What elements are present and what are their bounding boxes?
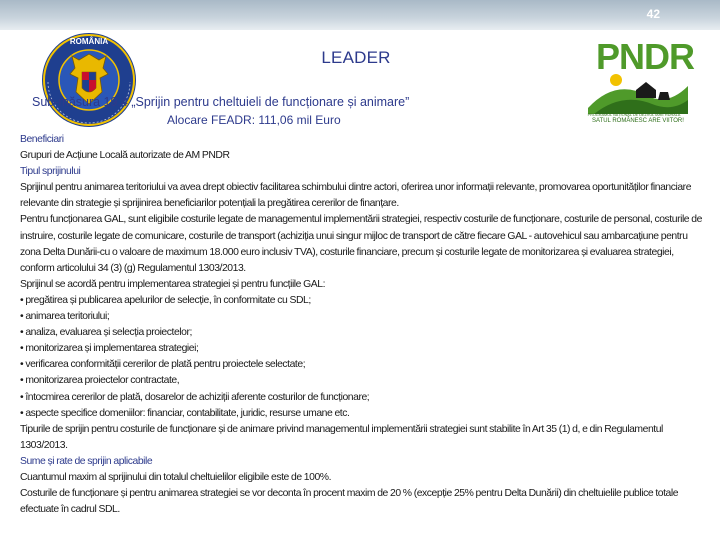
svg-text:PROGRAMUL NAȚIONAL DE DEZVOLTA: PROGRAMUL NAȚIONAL DE DEZVOLTARE RURALĂ [587, 113, 681, 117]
support-types-text: Tipurile de sprijin pentru costurile de funcționare și de animare privind managementul implementării strategiei sunt stabilite în Art 35 (1) d, e din Regulamentul 1303/2013. [20, 423, 663, 451]
page-number: 42 [646, 7, 660, 21]
beneficiaries-text: Grupuri de Acțiune Locală autorizate de AM PNDR [20, 150, 230, 162]
beneficiaries-heading: Beneficiari [20, 134, 64, 145]
bullet-item: • pregătirea și publicarea apelurilor de selecție, în conformitate cu SDL; [20, 294, 311, 306]
support-paragraph: Sprijinul pentru animarea teritoriului va avea drept obiectiv facilitarea schimbului dintre actori, oferirea unor informații relevante, promovarea oportunităților financiare relevante din strategie și sprijinirea beneficiarilor potențiali la pregătirea cererilor de finanțare. [20, 182, 692, 210]
top-bar [0, 0, 720, 30]
bullet-item: • analiza, evaluarea și selecția proiectelor; [20, 327, 192, 339]
amounts-heading: Sume și rate de sprijin aplicabile [20, 455, 153, 467]
bullet-item: • monitorizarea proiectelor contractate, [20, 375, 180, 387]
pndr-wordmark: PNDR [596, 36, 695, 77]
pndr-logo [576, 34, 706, 128]
support-type-heading: Tipul sprijinului [20, 166, 81, 178]
allocation-text: Alocare FEADR: 111,06 mil Euro [167, 113, 341, 127]
emblem-label: ROMÂNIA [69, 37, 109, 46]
amounts-paragraph: Cuantumul maxim al sprijinului din totalul cheltuielilor eligibile este de 100%. [20, 471, 331, 483]
bullet-item: • verificarea conformității cererilor de plată pentru proiectele selectate; [20, 359, 306, 371]
support-paragraph: Sprijinul se acordă pentru implementarea strategiei și pentru funcțiile GAL: [20, 278, 326, 290]
amounts-paragraph: Costurile de funcționare și pentru animarea strategiei se vor deconta în procent maxim de 20 % (excepție 25% pentru Delta Dunării) din cheltuielile publice totale efectuate în cadrul SDL. [20, 488, 679, 516]
pndr-tagline: SATUL ROMÂNESC ARE VIITOR! [592, 118, 684, 124]
bullet-item: • întocmirea cererilor de plată, dosarelor de achiziții aferente costurilor de funcționare; [20, 391, 370, 403]
support-paragraph: Pentru funcționarea GAL, sunt eligibile costurile legate de managementul implementării strategiei, respectiv costurile de funcționare, costurile de personal, costurile de instruire, costurile legate de comunicare, costurile de transport (achiziția unui singur mijloc de transport de către fiecare GAL - autovehicul sau ambarcațiune pentru zona Delta Dunării-cu o valoare de maximum 18.000 euro inclusiv TVA), costurile financiare, precum și costurile legate de monitorizarea și evaluarea strategiei, conform articolului 34 (3) (g) Regulamentul 1303/2013. [20, 214, 702, 274]
bullet-item: • monitorizarea și implementarea strategiei; [20, 343, 199, 355]
bullet-item: • animarea teritoriului; [20, 311, 110, 323]
slide-title: LEADER [321, 48, 391, 67]
romania-ministry-emblem-icon [30, 30, 148, 130]
slide-body [20, 132, 702, 518]
bullet-item: • aspecte specifice domeniilor: financiar, contabilitate, juridic, resurse umane etc. [20, 407, 350, 419]
slide-subtitle: Sub-măsura 19.4 „Sprijin pentru cheltuieli de funcționare și animare” [32, 95, 410, 109]
